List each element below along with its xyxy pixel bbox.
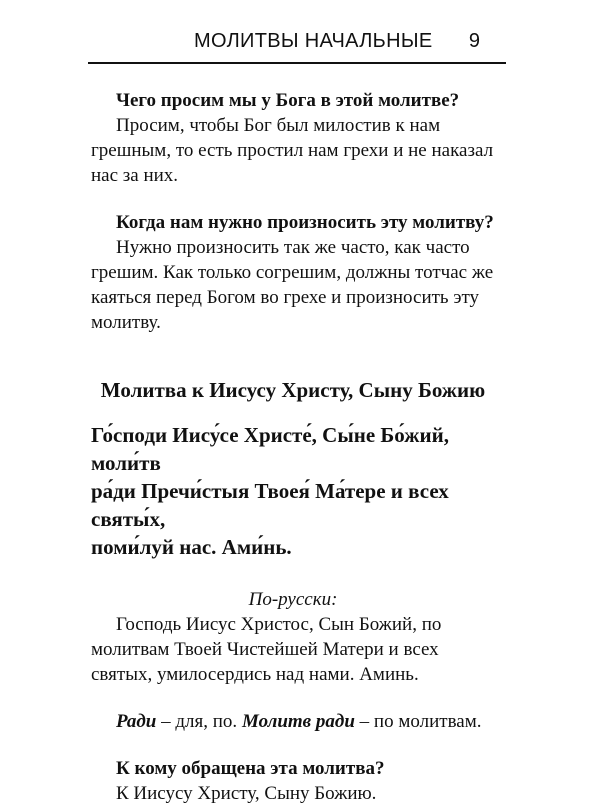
prayer-line: Го́споди Иису́се Христе́, Сы́не Бо́жий, моли́тв [91,423,449,475]
page-number: 9 [468,30,480,52]
prayer-text [91,421,495,561]
answer-1: Просим, чтобы Бог был милостив к нам грешным, то есть простил нам грехи и не наказал нас за них. [91,115,494,186]
russian-translation: Господь Иисус Христос, Сын Божий, по молитвам Твоей Чистейшей Матери и всех святых, умилосердись над нами. Аминь. [91,614,442,685]
question-1: Чего просим мы у Бога в этой молитве? [116,90,460,111]
prayer-line: ра́ди Пречи́стыя Твоея́ Ма́тере и всех святы́х, [91,479,449,531]
answer-3: К Иисусу Христу, Сыну Божию. [116,783,377,804]
page-body [91,88,495,806]
russian-label: По-русски: [248,589,338,610]
running-title: МОЛИТВЫ НАЧАЛЬНЫЕ [194,30,433,52]
page-header [88,30,508,60]
gloss-term: Ради [116,711,157,732]
prayer-heading: Молитва к Иисусу Христу, Сыну Божию [100,378,486,402]
gloss-term: Молитв ради [241,711,355,732]
gloss-definition: – по молитвам. [354,711,482,732]
question-2: Когда нам нужно произносить эту молитву? [116,212,494,233]
header-rule [88,62,506,64]
answer-2: Нужно произносить так же часто, как часто грешим. Как только согрешим, должны тотчас же каяться перед Богом во грехе и произносить эту молитву. [91,237,494,333]
gloss-definition: – для, по. [156,711,242,732]
prayer-line: поми́луй нас. Ами́нь. [91,535,292,559]
glossary-note [91,709,495,734]
question-3: К кому обращена эта молитва? [116,758,385,779]
